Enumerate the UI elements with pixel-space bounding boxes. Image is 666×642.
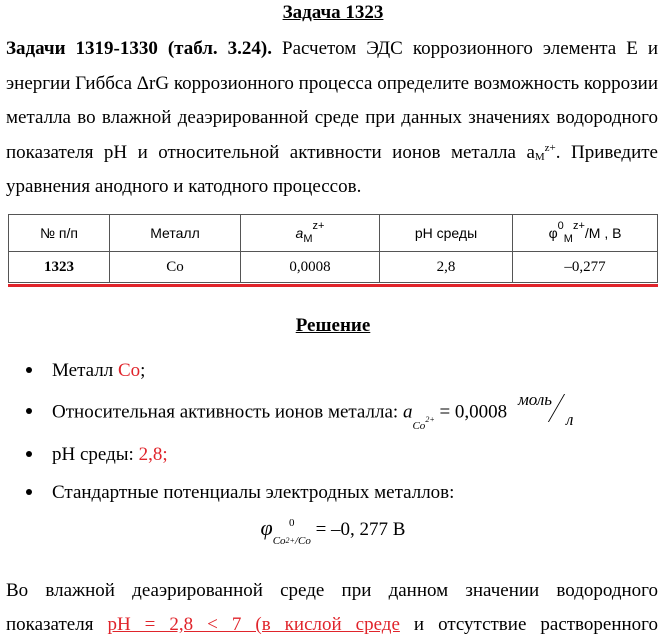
potentials-label: Стандартные потенциалы электродных металлов: <box>52 482 455 503</box>
col-metal: Металл <box>110 215 241 252</box>
cell-number: 1323 <box>9 252 110 283</box>
data-table <box>8 214 658 283</box>
col-potential-sub: M <box>563 233 573 245</box>
phi-sub-charge: 2+ <box>285 535 295 545</box>
bullet-dot <box>26 408 32 414</box>
bullet-activity <box>26 390 578 432</box>
activity-sub: Co <box>412 420 426 432</box>
col-activity-sub: M <box>303 233 313 245</box>
bullet-dot <box>26 489 32 495</box>
phi-sup: 0 <box>289 516 295 529</box>
bullet-dot <box>26 367 32 373</box>
paragraph-line-2-end: и отсутствие растворенного <box>399 614 658 635</box>
phi-value: = –0, 277 В <box>310 519 406 540</box>
task-text: Расчетом ЭДС коррозионного элемента E и энергии Гиббса ΔrG коррозионного процесса определите возможность коррозии металла во влажной деаэрированной среде при данных значениях водородного показателя pH и относительной активности ионов металла a <box>6 38 658 163</box>
paragraph-line-1: Во влажной деаэрированной среде при данном значении водородного <box>6 580 658 601</box>
col-activity-sup: z+ <box>312 220 325 232</box>
activity-value: = 0,0008 <box>434 401 508 423</box>
phi-sub-metal: /Co <box>294 534 311 547</box>
task-text-end: . Приведите уравнения анодного и катодного процессов. <box>6 141 658 197</box>
phi-sub-ion: Co <box>272 534 286 547</box>
bullet-potentials <box>26 482 454 504</box>
unit-denominator: л <box>565 410 574 429</box>
metal-label: Металл <box>52 360 118 381</box>
task-title: Задача 1323 <box>282 2 384 23</box>
col-potential-sup0: 0 <box>557 220 564 232</box>
col-activity-symbol: a <box>295 225 304 241</box>
bullet-metal <box>26 360 145 382</box>
paragraph-highlight: pH = 2,8 < 7 (в кислой среде <box>107 614 400 635</box>
task-statement <box>6 32 658 205</box>
col-potential-zsup: z+ <box>572 220 585 232</box>
col-potential <box>513 215 658 252</box>
metal-end: ; <box>140 360 146 381</box>
activity-sub: M <box>534 150 545 163</box>
solution-heading: Решение <box>295 315 371 336</box>
col-potential-symbol: φ <box>548 225 558 241</box>
ph-label: pH среды: <box>52 444 139 465</box>
cell-activity: 0,0008 <box>241 252 380 283</box>
ph-value: 2,8; <box>138 444 168 465</box>
red-underline <box>8 284 658 287</box>
table-row <box>9 252 658 283</box>
col-number: № п/п <box>9 215 110 252</box>
paragraph-line-2-start: показателя <box>6 614 108 635</box>
phi-indices <box>272 516 311 547</box>
metal-value: Co <box>117 360 141 381</box>
table-header-row <box>9 215 658 252</box>
task-range: Задачи 1319-1330 (табл. 3.24). <box>6 38 273 59</box>
conclusion-paragraph <box>6 574 658 642</box>
col-activity <box>241 215 380 252</box>
paragraph-line-2 <box>6 608 658 642</box>
activity-sub-wrap <box>412 415 435 432</box>
unit-fraction <box>517 390 578 429</box>
cell-metal: Co <box>110 252 241 283</box>
activity-sub-sup: 2+ <box>425 415 435 424</box>
col-ph: pH среды <box>380 215 513 252</box>
activity-label: Относительная активность ионов металла: <box>52 401 403 423</box>
cell-potential: –0,277 <box>513 252 658 283</box>
activity-sup: z+ <box>544 141 556 154</box>
col-potential-unit: /M , B <box>584 225 622 241</box>
bullet-ph <box>26 444 168 466</box>
cell-ph: 2,8 <box>380 252 513 283</box>
phi-symbol: φ <box>260 515 273 540</box>
bullet-dot <box>26 451 32 457</box>
unit-numerator: моль <box>517 390 553 409</box>
potential-formula <box>0 515 666 547</box>
activity-symbol: a <box>402 401 413 423</box>
